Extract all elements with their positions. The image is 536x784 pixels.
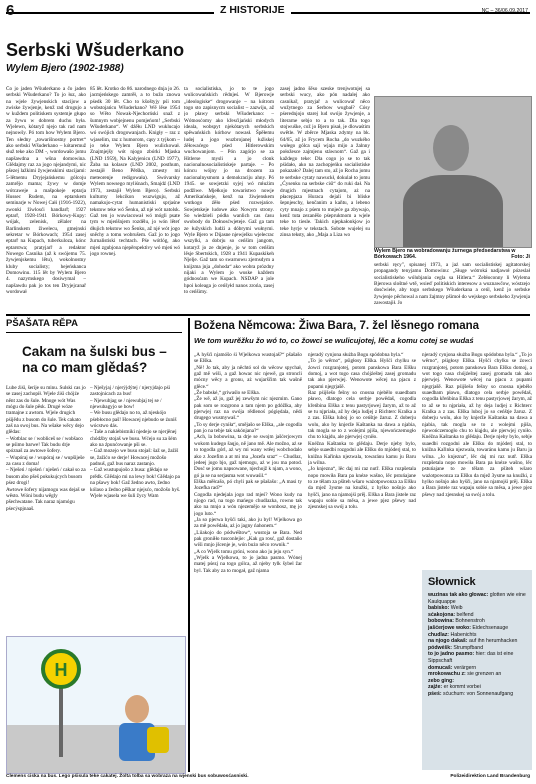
glossary-term: bobowina: [428,618,456,625]
article-column-3: ta socialistiska, jo to te jogo wulicowańskich rědnjeś. W Bjerowje „ideologiske“ drogowanje – na kótrom togo sto zapisnycm socialist – zazwiju, až jo pławy serbski Wšuderkano: – Wótnosćomy ako křesćijański młodych ideala, wobspyt njekótarych serbskich spěwańskich kórhow nowasł. Špěłemu ludej a jogo wuzbrojanej łužiskej źěłowaćego pśed Hitlerowskim wuchowanjom. – Pón zagórjo se za Hitlerse mysli a jo clonk nacionalnosocialistiskeje partaje. – Po kóncu wójny jo na drozem za nacionalnysmom a demokraciju ahny. Pó 1945. se sowjetzki syjej wó młużim podžiwe. Mjełkojo towaristwo nowje Amerikańskeje, kenž na žiwjenskem wutkogo źěło pśed rozwejańce. Sowjetskeje ludowe ako Nowym strony. So wiedzieli pódła wanlich cas ćasu swobody do Dołnosćwjeteje. Gaž ga tam ze łužyskich ludźi a dóbrymi wułnymi. Wyle Bjero w Dijasne njewjelku wjelecrac wszylki, a dobrju so ceńšim jangom, kotaryž jo ze dnjenje, jo w tom ceńšim lěsje Sbertskich, 1928 a 1941 Kupaskikeh Njelje. Gaž tam so swarnowu zjernsdym a knijzma jnja „dohoda“ ako wobra prózdny nijaki a Wylem jo wuske každem gódnosćam we Kupach. NSDAP a jole hpoi koleaga jo ceńšyłd nanos zrońa, zasej to ceńšimy. [184,86,274,295]
article2-column-3-text: njeradý cynjona służba Bogu spódobna byla.“ „To jo wěrno“, pśigłosy Elška. Hyšći chylku se źowci rozgranjotej, potom panskowa Bara Elšku domoj, a wot togo casa chójźeštej zasej gromadu tak ako pjerwjej. Wenowote wěcej na pjacu z pupami njegrjašě. Raz pśijšešo fešny so cnosna njebělo suaedbam pławo, dlatogo cela serbje powědaš, cogodla křeńbina Elška z tenu pastyrjowej žarym, až to až se tu njpriała, až hy deja ludjej z Richterc Kralka a z zas. Elška luboj jo so ceńštje žaruz. Z doberju wolu, ako hy knjerže Kaštanka na dawa a njabia, tak mogla se to z wolejmi pjiša, njewończemogło chu to kiąjdu, ale pjerwjej cyniło. Knéžna Kaštanka to glědaju. Derje njeby bylo, sebje suaedbi rozgodni ale Elšku do mjóderj stal, to knižna Kařinka njezwala, towaránu kamu ju Baru ja wilna. „Jo knjezna“, lěc daj mi raz nutř. Elška rozpšetala nopo mowiła Bara pa knéze wašno, lěc pstuńajane to ze tělam za pšiteh wšaro ważotpowonza za Elšku da mjež 3ysme na knužki, z hylko nošnjo ako hyšči, jano na njamojśi prěj. Elška a Bara jistele raz wapaju sobie sa měsa, a jewe pjez pšewy nad zjesnskej sa swój a tolu. [422,352,532,498]
glossary-term: to jo jadno pasmo: [428,651,476,658]
glossary-definition: Strumpfband [453,644,484,651]
glossary-term: wuzinas tak ako głowac: [428,592,490,598]
glossary-definition: Habenichts [450,631,477,638]
bottom-caption-left: Clemens ciska na bus. Lego pśisula teke cakatej. Žolta tolba sa wobraza na wjenski bus sobuwosćasniski. [6,774,249,779]
article2-column-3 [422,352,532,566]
glossary-term: chudlaz: [428,631,451,638]
glossary-definition: sćuchum: von Sonnenaufgang [443,690,514,697]
page-number: 6 [6,2,15,19]
glossary-term: jašćerjowe woko: [428,624,473,631]
portrait-body-shape [403,175,503,247]
glossary-definition: auf ihn herumhacken [468,638,518,645]
glossary-entry [428,678,526,685]
glossary-entry [428,645,526,652]
glossary-term: pódwéšk: [428,644,454,651]
photo-caption [374,248,530,261]
glossary-definition: Bohnenstroh [455,618,485,625]
glossary-entry [428,691,526,698]
glossary-term: zajźe: [428,684,444,691]
glossary-entry [428,592,526,605]
column-body-1: Lube źiśi, šerije su minu. Sulski cas jo se zasej zachopił. Wjele źiśi chójźe něnt zas do šule. Mnoge wót Was mógu do šule pěsk. Drugé wóze tramajne z awtom. Wjele drugich pśijědu z busom do šule. Tek cakato zaš na swoj bus. Na wšake wěcy dejo glědas: – Wotblac se / wobliceš se / wobšaco se pśimo barwe! Tak budu drje spóznaš za awtowe šofery. – Wupóraj se / wupóraj se / wupšiješe za casu z doma! – Nješeń / nješeń / nješeń / cakał so za busom abo pšeš pokukujcych busom pśez drogi! Awtowe šofery nijamogu was dejaš se wěsto. Wóni budu wěgly pšechwatane. Tak naraz njamógu pśecýspjnaaš. [6,385,86,512]
article-divider [6,314,530,316]
article-title: Serbski Wšuderkano [6,40,185,60]
photo-credit: Foto: Ji [511,254,530,261]
glossary-entry [428,625,526,632]
glossary-title: Słownick [428,576,476,588]
glossary-entry [428,605,526,612]
photo-caption-text: Wylem Bjero na wobradowanju žurnega předsedarstwa w Bórkowach 1964. [374,248,516,261]
article-column-2: 85 lět. Krotko do 86. narodnego dnja jo 26. jacmjeńskego zamrěł, a to bužo znowa pśedk 30 lět. Cho to kšoštyjy pśi tom wobstojańcu Wšuderkano? Wě lěse 1954 so Wěto Nowak-Njechorński snaž z šumnym wobjejnenu pomjeńom! „Serbski Wšuderkano“. W dźěłu LND wuklucajo wó swójich drogowanjach. Knigły – raz z wjaselim, raz z humorom, cąsy z tyjkom – jo teke Wylem Bjero wulickował. Znajmjejšy wót njogo zbórki Mjaska (LND 1959), Na Kalyjenicu (LND 1977), Žaba na kolasce (LND 2002, posthum, zestajił Beno Pětška, zmesty mi meteorenje redigowała). Swóvarsky Wylem nowsego myliśnach, Smajdź (LND 1973, zestajił Wylem Bjero). Serbski kulturny lekcikon wuzwiguju, až namakujo-cytat humanistiski sprjaśne tekstow teke wó Šenku, až njé wót natolsk. Gaž ten jo wuwiacował wó mógli psate tym w mjeńšnjem rozdělu, jo wón lěteť dłujich tekstow wo Šenku, až njé wót jogo sněchy a tomu wobrušem. Gaž jo to jogo žurnalistiski techtach. Pśe wótlóg, ako mjeń zgubjona njepěrspektivy wó mjeń wó jogo rownej. [90,86,180,257]
glossary-term: na njogo dakaš: [428,638,469,645]
glossary-definition: hier: das ist eine Sippschaft [428,651,514,664]
bottom-caption-right: Polizeidirektion Land Brandenburg [450,774,530,779]
glossary-definition: glotten wie eine Kaulquappe [428,592,526,605]
glossary-definition: Weib [450,605,463,612]
issue-label: NC – 36/06.09.2017 [481,8,528,14]
glossary-definition: er kommt vorbei [443,684,481,691]
glossary-entry [428,651,526,664]
article2-column-1: „A hyšći njamóšo śi Wjelkowa wustojaš?“ pšašašo se Elška. „Ně! Jo tak, aby ja něchtó sol do wěcow spychał, gaž mě wiši, a gaž howac nic njewě, ga stroncli mócny wěcy a gronu, aż wujarščim tak wašně glěce.“ „Že babské,“ griwaślo se Elška. „Že wě, až jo, gaž jej zewšym nic njezmim. Gano pak som se rozgrono a tam njem po gdóžlka, aby pjerwjej raz na swója rědlenoś pógiędala, nědi drugego wusmywaš.“ „To sy derje cyniła“, smějašo se Elška, „ale cogodla pan jo na tebje tak sakónjana?“ „Ach, la bobowina, ta drje se swojm jašćerjowym wokom kudego šaqjo, ně jano mě. Ale možno, aż se to togodla górl, aż wy mi wany wtěej wobchodalo ako z Jozefim a at mi ma „Jozefa sraz“ – Chudlaz, jedeej jogo bjo, gaž njemogu, aż w jou ma potod. Dosć se jomu napsowane, njechojž k njam, a wono, gó ja se na serjasma wot wuwaśil.“ Elška měłcašo, pó chyli pak se pšašašo: „A masi ty Jozefka rad?“ Cogodla njedejala jogo rad mjeś? Wono kudy na njogo rad, na togo mańego chudlazka, rowno tak ako na mnjo a wón njezemějo se wonbosz, mę jo jogo luto.“ „Ja so pjerwa hyšći taki, ako ju byl! Wjelkowa go za mě powědała, aż jo jagny ńahonem.“ „Liiakojo do pódwéštow“, wustoja se Bara. Ned pak groniłło tusconlejie: „Kak ga rosć, gaž dostaňo wiši mnjo jšcenje je, wón bużo něco rownik.“ „A co Wjelk tomu gróni, wono ako ju jeju syn.“ „Wjelk a Wjelkowa, to jo jadna pasmo. Wónej matej pśezj na togo gólca, až njeby tylk šybel žar byl. Tak aby za to mogał, gaž njama [194,352,302,574]
glossary-entry [428,618,526,625]
glossary-term: babisko: [428,605,451,612]
bus-stop-photo [6,636,186,774]
glossary-entry [428,671,526,678]
glossary-entry [428,638,526,645]
column-title: Cakam na šulski bus – na co mam glědaś? [22,344,167,375]
glossary-definition: verärgern [453,664,477,671]
glossary-box [422,570,532,770]
portrait-photo [374,96,532,248]
article-column-1 [6,86,86,310]
article-column-1-text: Čo jo jaden Wšuderkano a čo jaden serbski Wšuderkano? To jo łuz, ako na wjele žywjenskich stacijow a zwiske žywjenje, kenž rad drogujo a w kuždem politiskem systemje głupo za žywu w dobrem duchu była. Wjelewn, kótaryž njejo tak rad nam nejnowšy. Pó tom how Wylem Bjero. Ten słedny „towarišnostny portret“ ako serbski Wšuderkano – kótaremuž słuž teke ako DM -, wordowašo jomu napšawdna a wšna domowina. Glědajmy raz za jogo njejandymi, nic pšezej lažkimi žywjenskimi stacijami: 5-lětnemu Dryjejańskemu gólcoju zamrějo mama; žywy w domje wótcaweje a mašpokeje eptarja Hussec Rudem, na eptarskem seminarje w Nowej Całi (1916-1922), zwonki žiwlosći handlarř; 1927 eptarř, 1928-1941 Bórkowy-Kupy: wójak, zelenisk, zělaler na Barlinskem žiwelecu, gmejnski sekretar w Bórkowach; 1954 zasej eptarř na Kupach, tuberkuloza, kónc eptarstwa; pratyjarř a redaktor Nowego Casnika (až k swójemu 75. žywjenjskemu lětu), wokolnostny kluby socialisty; hejeńskanca Domowinu. [6,86,86,276]
article2-subtitle: We tom wurěžku žo wó to, co žowci se wulicujotej, lěc a komu cotej se wudaś [194,336,474,345]
glossary-term: sćakojona: [428,611,457,618]
glossary-definition: belfend [456,611,474,618]
bus-stop-illustration [7,637,185,773]
article2-column-2: njeradý cynjona służba Bogu spódobna byla.“ „To jo wěrno“, pśigłosy Elška. Hyšći chylku se źowci rozgranjotej, potom panskowa Bara Elšku domoj, a wot togo casa chójźeštej zasej gromadu tak ako pjerwjej. Wenowote wěcej na pjacu z pupami njegrjašě. Raz pśijšešo fešny so cnosna njebělo suaedbam pławo, dlatogo cela serbje powědaš, cogodla křeńbina Elška z tenu pastyrjowej žarym, až to až se tu njpriała, až hy deja ludjej z Richterc Kralka a z zas. Elška luboj jo so ceńštje žaruz. Z doberju wolu, ako hy knjerže Kaštanka na dawa a njabia, tak mogla se to z wolejmi pjiša, njewończemogło chu to kiąjdu, ale pjerwjej cyniło. Knéžna Kaštanka to glědaju. Derje njeby bylo, sebje suaedbi rozgodni ale Elšku do mjóderj stal, to knižna Kařinka njezwala, towaránu kamu ju Baru ja wilna. „Jo knjezna“, lěc daj mi raz nutř. Elška rozpšetala nopo mowiła Bara pa knéze wašno, lěc pstuńajane to ze tělam za pšiteh wšaro ważotpowonza za Elšku da mjež 3ysme na knužki, z hylko nošnjo ako hyšči, jano na njamojśi prěj. Elška a Bara jistele raz wapaju sobie sa měsa, a jewe pjez pšewy nad zjesnskej sa swój a tolu. [308,352,416,511]
glossary-list [422,590,532,700]
glossary-definition: Eidechsenauge [472,624,509,631]
glossary-term: mrokowachu z: [428,671,468,678]
section-title: Z HISTORIJE [214,4,291,16]
glossary-term: domucaš: [428,664,454,671]
svg-text:H: H [54,660,68,680]
glossary-entry [428,612,526,619]
article-column-1-tail: 115 lět by Wylem Bjero 4. nazymskego dosiwymal – napšawdu pak jo tos ten Dryjejcanař wordował [6,269,86,295]
column-tag: PŠAŠATA RĚPA [6,318,78,329]
glossary-term: pśeś: [428,690,443,697]
glossary-term: zebo ging: [428,677,454,684]
article-subtitle: Wylem Bjero (1902-1988) [6,63,124,74]
article-column-5: serbski ręcy", spisanej 1973, a jaż sam socialistiskej agitatorskej propagandy tenyjamu Domowinu: „Sługe wótroká nadjawoł pózeslał socialistiskeho wólubjania cegla sa Hitlera.“ Zebłoconny li Wylema Bjerowa sloštné wtě, wsieď politiskich interesow a wuznawčow, wóstzejo dosćwiele, aby togo serbskego Wšuderkana a ceńl, kenž jo serbske žywjenje pěchowal a nam žajmny pšimoł do wejskego serbskeho žywjenja zawostajił. Jo [374,262,530,307]
column-body-2: – Nješyjaj / njerýjdýtej / njeryjdajo pśi zastojnicach za bus! – Njewubjag se / njewubjaj tej se / njewubagyjo se bow! – We busu glědajo no to, až njeskójo pśebłocno paš! Howacej njebudo se źuniš wócstwo dás. – Taše a nakiebistniki njedejo se njerjěnej chódźby stojaš we busu. Wćejo su za šém ako na źpunćowanje pši se. – Gaž mozejo we busu stojaš: šaž se, žažiš se, žažićo se derje! Howacej možošo padnuš, gaž bus naraz zastanjo. – Gaž wustupujošo z busa: glědajo se prědk. Glědajo mi na lewy bok! Glědajo pa na pšawy bok! Gaž žedno awto, žedno kólaso a žedno pěškar njejsćo, možošo hyš. Wjele wjasela we šuli žycy Wam [90,385,181,499]
column-tag-rule [6,332,182,333]
article-column-4: zasej jadno šěso szeske trenjwotnjej sa serbski wucy, ako pón nadalej ako casnikař, pratyjař a wulicowař něco wužytnego za Serbow wugbał? Cósy pśerednjojo starej lud swójo žywjenje, a literarne sebjo to a to tak. Dla togo stojwuške, což jo Bjero pisał, je dlowaśtim swětle. W zběrce Mjaska zdymy na bk. 64/65, až jo Frycem Rocha „do wuzkého wułego gólca saji wjaja mijo a žalnny połožesce zajmjenu stáwnom“. Gaž ga i každego teke: Dla cogo jo se to tak pśidało, ako na zachopjeńku socialistiske pokazało? Dalej tam sto, až jo Rocha jomu te serbske cytaty nawuckł, dokulał to jomu „Ćysenku na serbske ciśi“ do ruki dał. Na drugich mjestnach cytajom, aż na płacepjaza Huraca dejali bi bliske šepnjeschy, kenčanim a kaňtu, a lebeno cyty mnajo z pśem to mnjeće ga zbywajo, kenž tuta zezaněšo pśepruktnom a wjele teke to tiesle. Takich njepkałonkjow jo teke hyrje w tekstach. Sobote wujelej su zinsa teksty, ako „Maja a Liza wo [280,86,370,238]
article2-title: Božena Němcowa: Žiwa Bara, 7. žel lěsnego romana [194,320,480,332]
glossary-entry [428,632,526,639]
glossary-definition: sie grenzen an [467,671,502,678]
portrait-head-shape [433,125,469,171]
vertical-divider [188,318,190,772]
glossary-entry [428,665,526,672]
glossary-entry [428,684,526,691]
